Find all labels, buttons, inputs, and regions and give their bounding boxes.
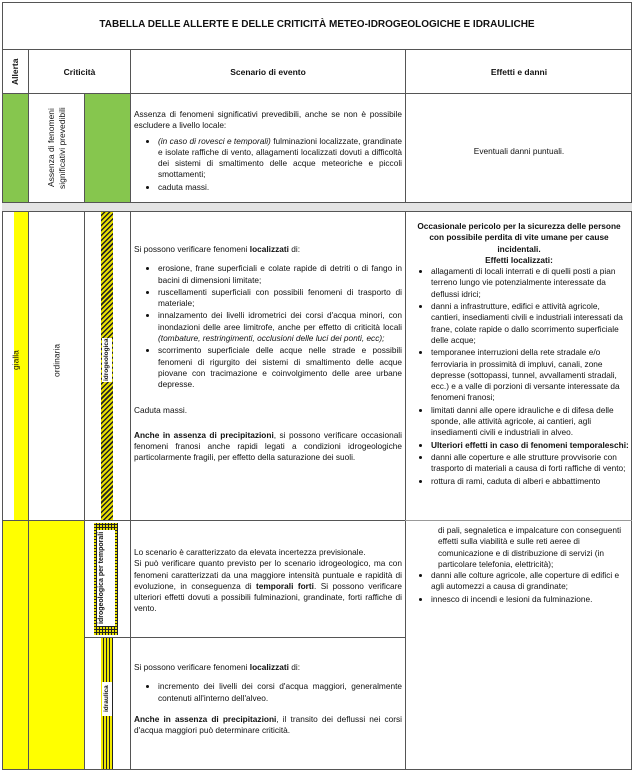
effetti-bullet2-2: • rottura di rami, caduta di alberi e abbattimento [431,476,629,487]
green-bullet-2: • caduta massi. [158,182,402,193]
yellow-scenario-idraulico [134,662,402,740]
green-criticita-label: Assenza di fenomeni significativi prevedibili [46,107,67,189]
green-bullet-1-em: (in caso di rovesci e temporali) [158,135,271,146]
effetti-bullet3-1: • danni alle colture agricole, alle coperture di edifici e agli automezzi a causa di grandinate; [431,570,629,593]
table-title: TABELLA DELLE ALLERTE E DELLE CRITICITÀ METEO-IDROGEOLOGICHE E IDRAULICHE [99,19,535,30]
effetti-bullet-3: • temporanee interruzioni della rete stradale e/o ferroviaria in prossimità di impluvi, canali, zone depresse (sottopassi, tunnel, avvallamenti stradali, ecc.) e a valle di porzioni di versante interessate da fenomeni franosi; [431,347,629,403]
yellow-effetti-continued [409,525,629,606]
criticita-ordinaria-label: ordinaria [51,343,62,377]
green-effetti: Eventuali danni puntuali. [473,146,565,156]
criticita-yellow-bar [29,521,84,769]
effetti-bullet2-1: • danni alle coperture e alle strutture provvisorie con trasporto di materiali a causa di forti raffiche di vento; [431,452,629,475]
header-allerta: Allerta [10,58,20,86]
idro-anche [134,430,402,464]
idraulica-bullet: • incremento dei livelli dei corsi d'acqua maggiori, generalmente contenuti all'interno dell'alveo. [158,681,402,704]
idro-intro-bold: localizzati [249,244,289,254]
temporali-p2-pre: Si può verificare quanto previsto per lo scenario idrogeologico, ma con fenomeni caratterizzati da una maggiore intensità puntuale e rapidità di evoluzione, in conseguenza di [134,558,402,591]
idro-bullet-3 [158,310,402,344]
green-scenario [134,109,402,197]
temporali-p2-bold: temporali forti [256,580,314,591]
effetti-bullet-1: • allagamenti di locali interrati e di quelli posti a pian terreno lungo vie potenzialmente interessate da deflussi idrici; [431,266,629,300]
idraulica-anche [134,714,402,737]
temporali-label: idrogeologica per temporali [97,530,115,626]
allerta-green-bar [3,94,28,202]
yellow-effetti [409,221,629,488]
idro-intro-pre: Si possono verificare fenomeni [134,244,250,254]
idro-intro-post: di: [288,244,301,254]
idro-bullet-2: • ruscellamenti superficiali con possibili fenomeni di trasporto di materiale; [158,287,402,310]
green-bullet-1 [158,136,402,181]
idro-bullet-3-pre: innalzamento dei livelli idrometrici dei corsi d'acqua minori, con inondazioni delle aree limitrofe, anche per effetto di criticità locali [158,310,402,332]
row-separator [2,203,632,211]
idraulica-anche-bold: Anche in assenza di precipitazioni [134,713,277,724]
green-scenario-intro: Assenza di fenomeni significativi prevedibili, anche se non è possibile escludere a livello locale: [134,109,402,131]
idro-bullet-1: • erosione, frane superficiali e colate rapide di detriti o di fango in bacini di dimensioni limitate; [158,263,402,286]
header-criticita: Criticità [63,67,96,77]
allerta-yellow-bar-bottom [3,521,28,769]
idraulica-intro [134,662,402,673]
effetti-bullet-4: • limitati danni alle opere idrauliche e di difesa delle sponde, alle attività agricole, ai cantieri, agli insediamenti civili e industriali in alveo. [431,405,629,439]
idraulica-intro-pre: Si possono verificare fenomeni [134,662,250,672]
effetti-bullet3-2: • innesco di incendi e lesioni da fulminazione. [431,594,629,605]
header-scenario: Scenario di evento [230,67,306,77]
temporali-p1: Lo scenario è caratterizzato da elevata incertezza previsionale. [134,547,366,557]
effetti-bullet-2: • danni a infrastrutture, edifici e attività agricole, cantieri, insediamenti civili e industriali interessati da frane, colate rapide o dallo scorrimento superficiale delle acque; [431,301,629,346]
idro-anche-bold: Anche in assenza di precipitazioni [134,429,274,440]
idraulica-label: idraulica [102,682,112,716]
idrogeologica-label: idrogeologica [103,338,110,382]
effetti-sub2: • Ulteriori effetti in caso di fenomeni temporaleschi: [431,440,629,451]
temporali-p2 [134,558,402,614]
idro-bullet-4: • scorrimento superficiale delle acque nelle strade e possibili fenomeni di rigurgito dei sistemi di smaltimento delle acque piovane con tracimazione e coinvolgimento delle aree urbane depresse. [158,345,402,390]
idro-intro [134,244,402,255]
criticita-green-bar [85,94,130,202]
idro-caduta: Caduta massi. [134,404,188,415]
effetti-heading: Occasionale pericolo per la sicurezza delle persone con possibile perdita di vite umane per cause incidentali. [417,221,621,254]
idraulica-intro-post: di: [288,662,301,672]
idro-anche-rest: , si possono verificare occasionali fenomeni franosi anche rapidi legati a condizioni idrogeologiche particolarmente fragili, per effetto della saturazione dei suoli. [134,429,402,463]
idro-bullet-3-em: (tombature, restringimenti, occlusioni delle luci dei ponti, ecc); [158,333,385,344]
effetti-sub1: Effetti localizzati: [485,254,553,265]
green-bullet-1-rest: fulminazioni localizzate, grandinate e isolate raffiche di vento, allagamenti localizzati dovuti a difficoltà dei sistemi di smaltimento delle acque meteoriche e piccoli smottamenti; [158,135,402,180]
yellow-scenario-idrogeologico [134,244,402,468]
allerta-gialla-label: gialla [10,350,21,370]
temporali-p2-post: . Si possono verificare ulteriori effetti dovuti a possibili fulminazioni, grandinate, forti raffiche di vento. [134,580,402,614]
idraulica-intro-bold: localizzati [249,662,289,672]
header-effetti: Effetti e danni [490,67,548,77]
yellow-scenario-temporali [134,547,402,615]
idraulica-anche-rest: , il transito dei deflussi nei corsi d'acqua maggiori può determinare criticità. [134,713,402,736]
effetti-cont: di pali, segnaletica e impalcature con conseguenti effetti sulla viabilità e sulle reti aeree di comunicazione e di distribuzione di servizi (in particolare telefonia, elettricità); [438,525,622,569]
